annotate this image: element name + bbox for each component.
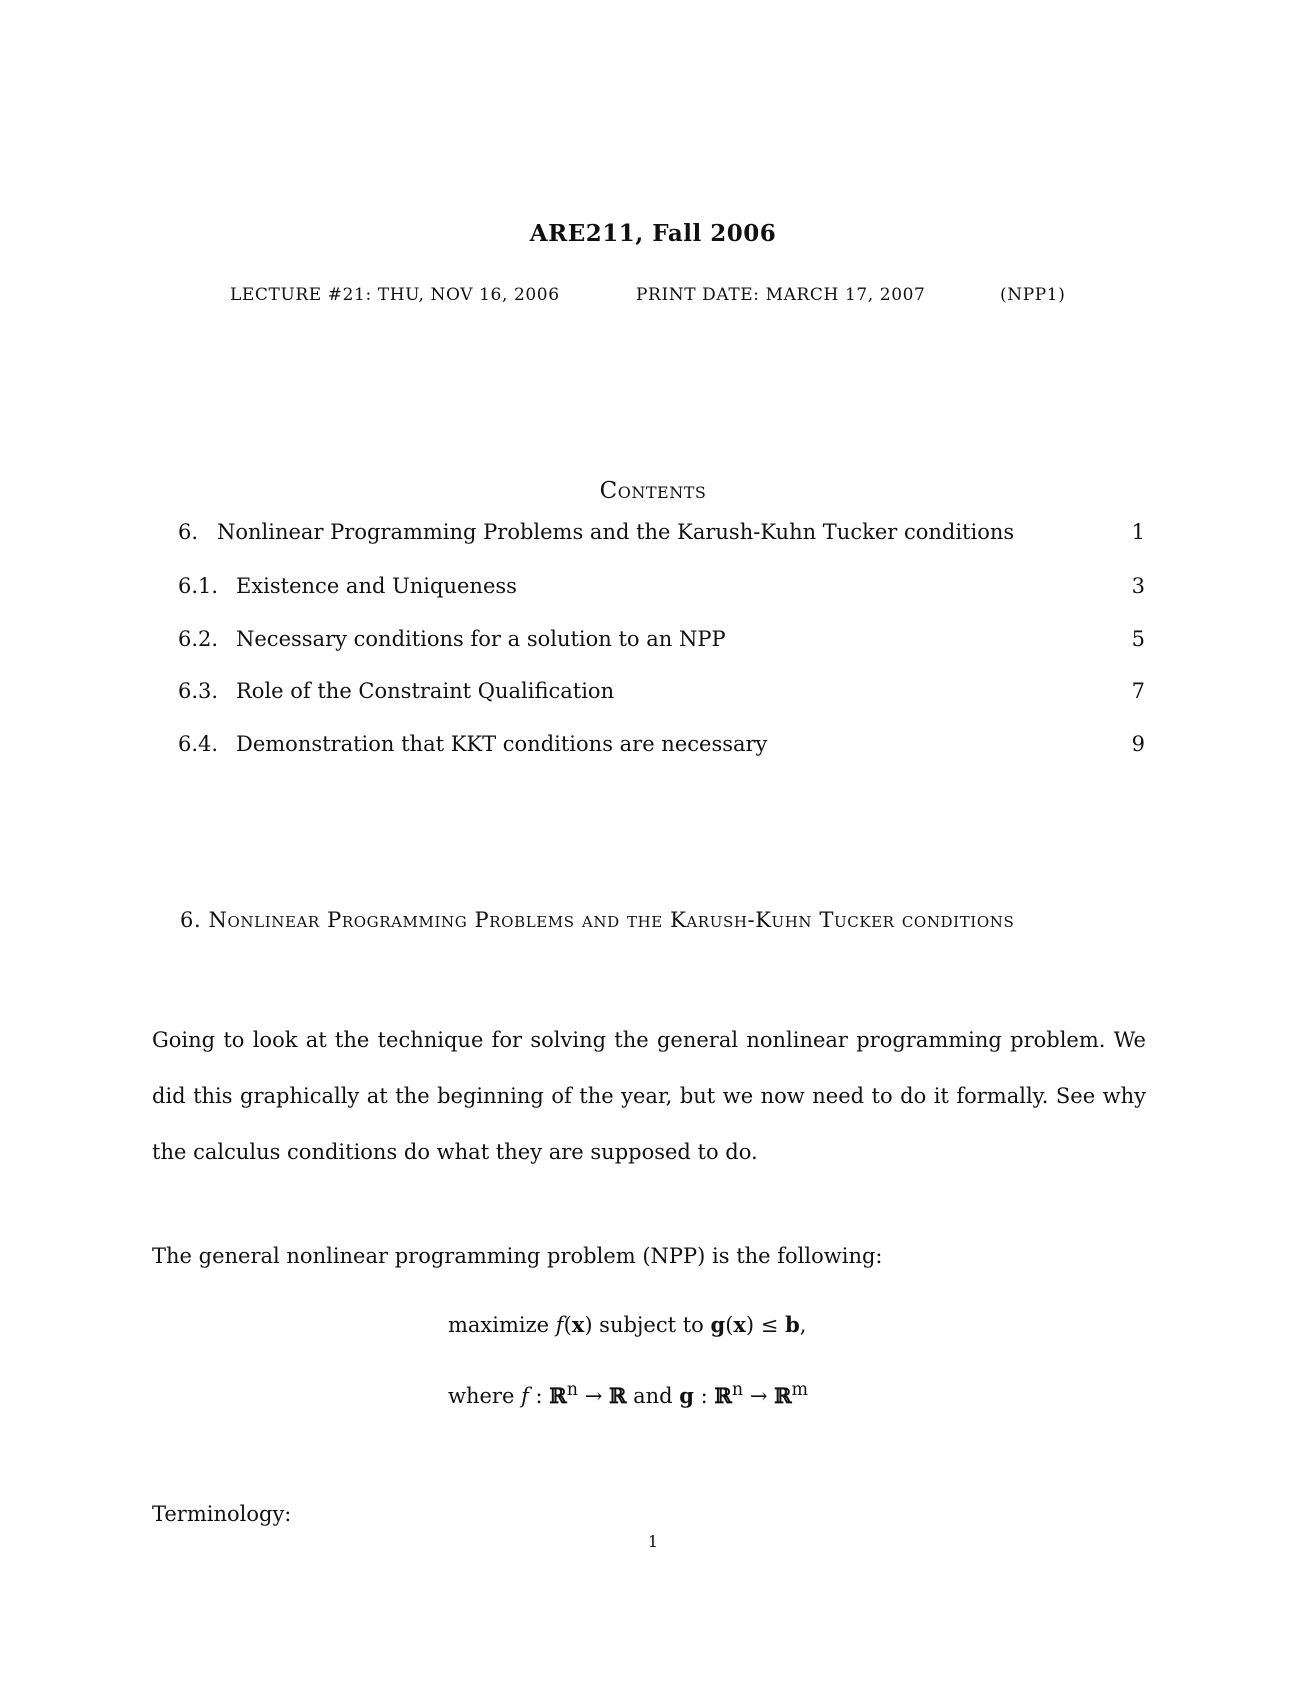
toc-title: Demonstration that KKT conditions are necessary [236, 732, 768, 756]
section-number: 6. [180, 908, 202, 932]
toc-page: 7 [1131, 679, 1145, 703]
toc-number: 6.4. [178, 732, 219, 756]
terminology-label: Terminology: [152, 1502, 292, 1526]
npp-paragraph: The general nonlinear programming problem (NPP) is the following: [152, 1244, 883, 1268]
toc-number: 6. [178, 520, 199, 544]
toc-page: 1 [1131, 520, 1145, 544]
lecture-info: LECTURE #21: THU, NOV 16, 2006 [230, 285, 560, 305]
toc-title: Existence and Uniqueness [236, 574, 517, 598]
toc-item[interactable] [178, 574, 1145, 604]
toc-item[interactable] [178, 679, 1145, 709]
contents-heading: Contents [599, 478, 707, 504]
npp-equation: maximize f(x) subject to g(x) ≤ b, [448, 1312, 807, 1337]
toc-item[interactable] [178, 732, 1145, 762]
toc-page: 5 [1131, 627, 1145, 651]
intro-paragraph: Going to look at the technique for solving the general nonlinear programming problem. We did this graphically at the beginning of the year, but we now need to do it formally. See why the calculus conditions do what they are supposed to do. [152, 1028, 1146, 1164]
toc-page: 9 [1131, 732, 1145, 756]
toc-page: 3 [1131, 574, 1145, 598]
toc-title: Role of the Constraint Qualification [236, 679, 615, 703]
section-title: Nonlinear Programming Problems and the Karush-Kuhn Tucker conditions [208, 908, 1015, 932]
course-title: ARE211, Fall 2006 [529, 220, 777, 247]
page-number: 1 [647, 1532, 659, 1551]
lecture-code: (NPP1) [1000, 285, 1066, 305]
toc-item[interactable] [178, 520, 1145, 550]
print-date: PRINT DATE: MARCH 17, 2007 [636, 285, 926, 305]
toc-title: Necessary conditions for a solution to an NPP [236, 627, 726, 651]
section-heading [180, 908, 1014, 932]
toc-item[interactable] [178, 627, 1145, 657]
toc-title: Nonlinear Programming Problems and the Karush-Kuhn Tucker conditions [217, 520, 1015, 544]
domain-equation: where f : ℝ$^n$ → ℝ and g : ℝ$^n$ → ℝ$^m$ [448, 1380, 809, 1408]
toc-number: 6.3. [178, 679, 219, 703]
toc-number: 6.1. [178, 574, 219, 598]
toc-number: 6.2. [178, 627, 219, 651]
